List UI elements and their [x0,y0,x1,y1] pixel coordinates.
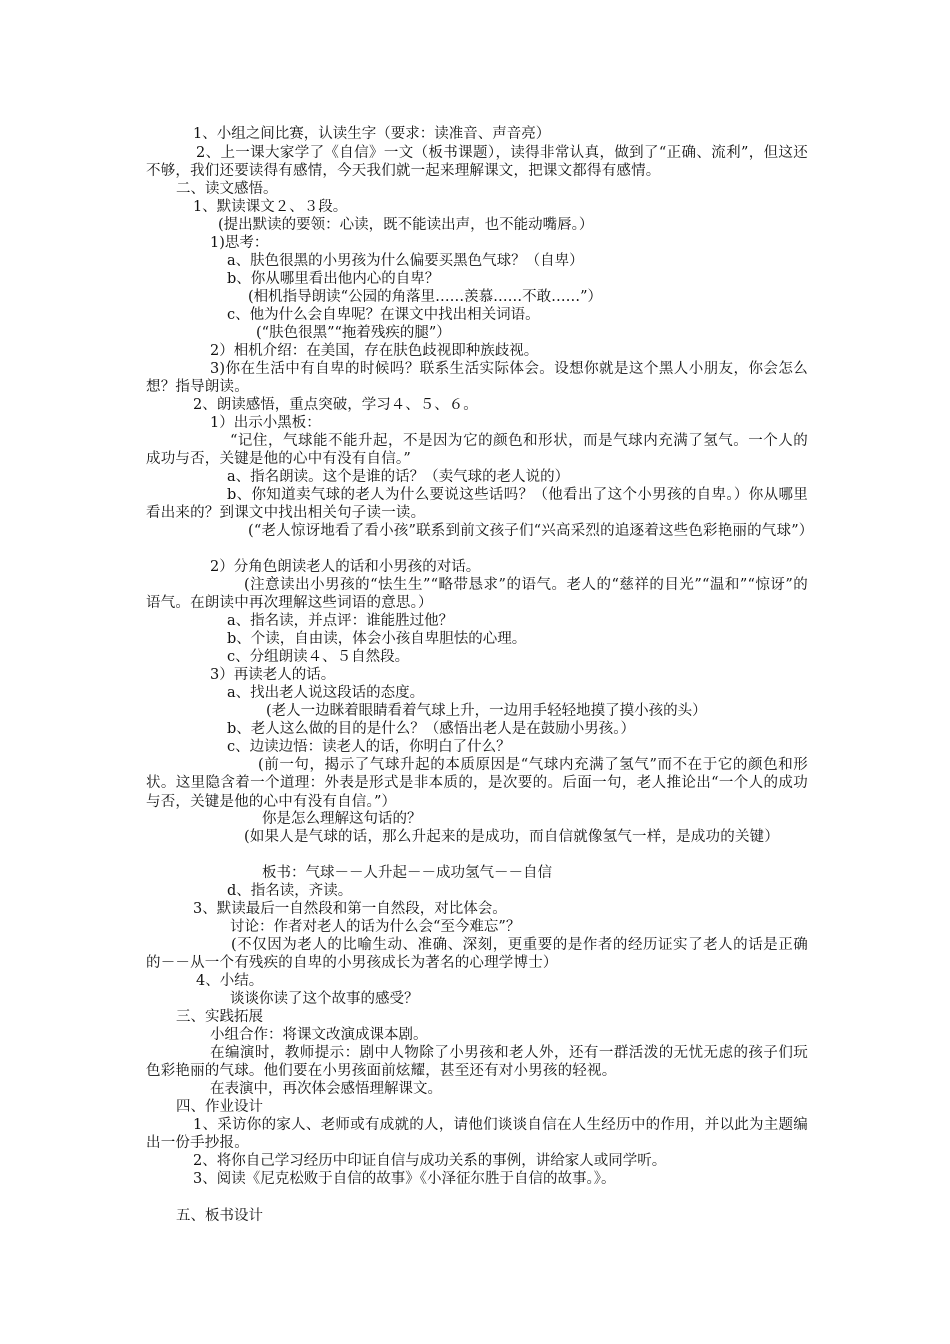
text-line: a、指名朗读。这个是谁的话？（卖气球的老人说的） [227,469,570,485]
text-paragraph: (注意读出小男孩的“怯生生”“略带恳求”的语气。老人的“慈祥的目光”“温和”“惊讶”的语气。在朗读中再次理解这些词语的意思。） [146,577,808,612]
text-line: 3、默读最后一自然段和第一自然段，对比体会。 [193,901,507,917]
text-line: 3、阅读《尼克松败于自信的故事》《小泽征尔胜于自信的故事。》。 [193,1171,616,1187]
text-paragraph: 在编演时，教师提示：剧中人物除了小男孩和老人外，还有一群活泼的无忧无虑的孩子们玩色彩艳丽的气球。他们要在小男孩面前炫耀，甚至还有对小男孩的轻视。 [146,1045,808,1080]
text-line: 1、小组之间比赛，认读生字（要求：读准音、声音亮） [193,126,551,142]
text-line: (老人一边眯着眼睛看着气球上升，一边用手轻轻地摸了摸小孩的头） [266,703,707,719]
text-line: 谈谈你读了这个故事的感受？ [230,991,419,1007]
board-writing: 板书：气球－－人升起－－成功氢气－－自信 [262,865,552,881]
text-line: 2）分角色朗读老人的话和小男孩的对话。 [210,559,481,575]
text-line: 2、朗读感悟，重点突破，学习４、５、６。 [193,397,478,413]
text-paragraph: (不仅因为老人的比喻生动、准确、深刻，更重要的是作者的经历证实了老人的话是正确的－－从一个有残疾的自卑的小男孩成长为著名的心理学博士） [146,937,808,972]
text-line: 1）出示小黑板： [210,415,321,431]
text-line: b、你从哪里看出他内心的自卑？ [227,271,440,287]
text-paragraph: 1、采访你的家人、老师或有成就的人，请他们谈谈自信在人生经历中的作用，并以此为主题编出一份手抄报。 [146,1117,808,1152]
text-line: 1、默读课文２、３段。 [193,199,348,215]
text-paragraph: 3)你在生活中有自卑的时候吗？联系生活实际体会。设想你就是这个黑人小朋友，你会怎么想？指导朗读。 [146,361,808,396]
text-paragraph: b、你知道卖气球的老人为什么要说这些话吗？（他看出了这个小男孩的自卑。）你从哪里看出来的？到课文中找出相关句子读一读。 [146,487,808,522]
text-paragraph: (前一句，揭示了气球升起的本质原因是“气球内充满了氢气”而不在于它的颜色和形状。这里隐含着一个道理：外表是形式是非本质的，是次要的。后面一句，老人推论出“一个人的成功与否，关键是他的心中有没有自信。”） [146,757,808,810]
text-paragraph: (“老人惊讶地看了看小孩”联系到前文孩子们“兴高采烈的追逐着这些色彩艳丽的气球”） [248,523,814,539]
text-line: c、分组朗读４、５自然段。 [227,649,410,665]
section-heading: 三、实践拓展 [176,1009,263,1025]
text-line: c、边读边悟：读老人的话，你明白了什么？ [227,739,511,755]
text-line: 4、小结。 [196,973,264,989]
text-line: b、个读，自由读，体会小孩自卑胆怯的心理。 [227,631,527,647]
text-line: a、指名读，并点评：谁能胜过他？ [227,613,454,629]
text-line: (“肤色很黑”“拖着残疾的腿”） [256,325,451,341]
text-line: (相机指导朗读“公园的角落里……羡慕……不敢……”） [248,289,602,305]
text-line: a、找出老人说这段话的态度。 [227,685,425,701]
text-line: b、老人这么做的目的是什么？（感悟出老人是在鼓励小男孩。） [227,721,636,737]
section-heading: 五、板书设计 [176,1208,263,1224]
section-heading: 二、读文感悟。 [176,181,278,197]
text-paragraph: (如果人是气球的话，那么升起来的是成功，而自信就像氢气一样，是成功的关键） [244,829,780,845]
text-line: 小组合作：将课文改演成课本剧。 [210,1027,428,1043]
text-line: a、肤色很黑的小男孩为什么偏要买黑色气球？（自卑） [227,253,584,269]
text-line: c、他为什么会自卑呢？在课文中找出相关词语。 [227,307,540,323]
text-line: 你是怎么理解这句话的？ [262,811,422,827]
text-line: 2、将你自己学习经历中印证自信与成功关系的事例，讲给家人或同学听。 [193,1153,667,1169]
text-paragraph: 2、上一课大家学了《自信》一文（板书课题），读得非常认真，做到了“正确、流利”，但这还不够，我们还要读得有感情，今天我们就一起来理解课文，把课文都得有感情。 [146,145,808,180]
text-line: 3）再读老人的话。 [210,667,336,683]
text-line: d、指名读，齐读。 [227,883,353,899]
text-line: 在表演中，再次体会感悟理解课文。 [210,1081,442,1097]
text-line: 2）相机介绍：在美国，存在肤色歧视即种族歧视。 [210,343,539,359]
section-heading: 四、作业设计 [176,1099,263,1115]
text-line: (提出默读的要领：心读，既不能读出声，也不能动嘴唇。） [218,217,594,233]
text-paragraph: “记住，气球能不能升起，不是因为它的颜色和形状，而是气球内充满了氢气。一个人的成功与否，关键是他的心中有没有自信。” [146,433,808,468]
text-line: 讨论：作者对老人的话为什么会“至今难忘”？ [230,919,521,935]
text-line: 1)思考： [210,235,269,251]
